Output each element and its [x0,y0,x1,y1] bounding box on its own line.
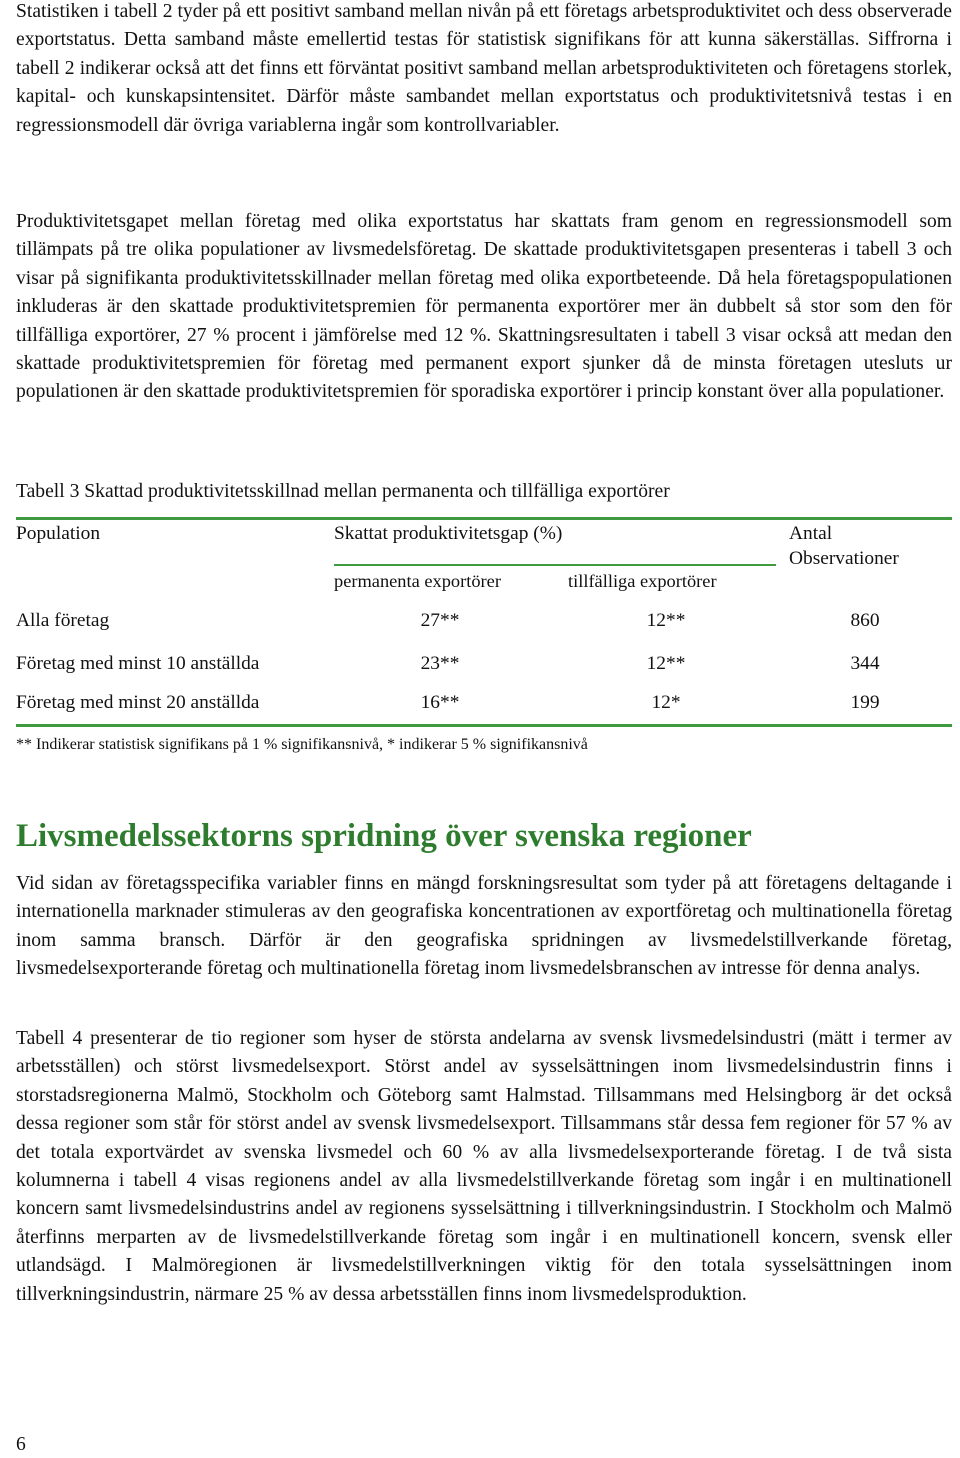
row-3-temporary: 12* [651,692,681,713]
table-footnote: ** Indikerar statistisk signifikans på 1 % signifikansnivå, * indikerar 5 % signifikansnivå [16,736,588,753]
row-1-count: 860 [850,610,880,631]
table-caption: Tabell 3 Skattad produktivitetsskillnad mellan permanenta och tillfälliga exportörer [16,481,670,502]
row-2-permanent: 23** [420,653,460,674]
row-3-population: Företag med minst 20 anställda [16,692,260,713]
paragraph-table-4: Tabell 4 presenterar de tio regioner som hyser de största andelarna av svensk livsmedelsindustri (mätt i termer av arbetsställen) och störst livsmedelsexport. Störst andel av sysselsättningen inom livsmedelsindustrin finns i storstadsregionerna Malmö, Stockholm och Göteborg samt Halmstad. Tillsammans med Helsingborg är det också dessa regioner som står för störst andel av svensk livsmedelsexport. Tillsammans står dessa fem regioner för 57 % av det totala exportvärdet av svenska livsmedel och 60 % av alla livsmedelsexporterande företag. I de två sista kolumnerna i tabell 4 visas regionens andel av alla livsmedelstillverkande företag som ingår i en multinationell koncern samt livsmedelsindustrins andel av regionens sysselsättning i tillverkningsindustrin. I Stockholm och Malmö återfinns merparten av de livsmedelstillverkande företag som ingår i en multinationell koncern, svensk eller utlandsägd. I Malmöregionen är livsmedelstillverkningen viktig för den totala sysselsättningen inom tillverkningsindustrin, närmare 25 % av dessa arbetsställen finns inom livsmedelsproduktion. [16,1028,952,1305]
row-1-permanent: 27** [420,610,460,631]
header-productivity-gap: Skattat produktivitetsgap (%) [334,523,563,544]
header-count-line2: Observationer [789,548,899,569]
row-2-temporary: 12** [646,653,686,674]
header-count-line1: Antal [789,523,833,544]
row-3-permanent: 16** [420,692,460,713]
row-1-temporary: 12** [646,610,686,631]
row-1-population: Alla företag [16,610,110,631]
header-permanent-exporters: permanenta exportörer [334,571,501,591]
page-number: 6 [16,1434,26,1455]
section-heading: Livsmedelssektorns spridning över svenska regioner [16,818,752,854]
paragraph-geographic-concentration: Vid sidan av företagsspecifika variabler finns en mängd forskningsresultat som tyder på att företagens deltagande i internationella marknader stimuleras av den geografiska koncentrationen av exportföretag och multinationella företag inom samma bransch. Därför är den geografiska spridningen av livsmedelstillverkande företag, livsmedelsexporterande företag och multinationella företag inom livsmedelsbranschen av intresse för denna analys. [16,873,952,980]
header-population: Population [16,523,101,544]
paragraph-statistics: Statistiken i tabell 2 tyder på ett positivt samband mellan nivån på ett företags arbetsproduktivitet och dess observerade exportstatus. Detta samband måste emellertid testas för statistisk signifikans för att kunna säkerställas. Siffrorna i tabell 2 indikerar också att det finns ett förväntat positivt samband mellan arbetsproduktiviteten och företagens storlek, kapital- och kunskapsintensitet. Därför måste sambandet mellan exportstatus och produktivitetsnivå testas i en regressionsmodell där övriga variablerna ingår som kontrollvariabler. [16,1,952,136]
table-top-rule [16,517,952,520]
paragraph-productivity-gap: Produktivitetsgapet mellan företag med olika exportstatus har skattats fram genom en regressionsmodell som tillämpats på tre olika populationer av livsmedelsföretag. De skattade produktivitetsgapen presenteras i tabell 3 och visar på signifikanta produktivitetsskillnader mellan företag med olika exportbeteende. Då hela företagspopulationen inkluderas är den skattade produktivitetspremien för permanenta exportörer mer än dubbelt så stor som den för tillfälliga exportörer, 27 % procent i jämförelse med 12 %. Skattningsresultaten i tabell 3 visar också att medan den skattade produktivitetspremien för företag med permanent export sjunker då de minsta företagen utesluts ur populationen är den skattade produktivitetspremien för sporadiska exportörer i princip konstant över alla populationer. [16,211,952,403]
row-3-count: 199 [850,692,880,713]
header-temporary-exporters: tillfälliga exportörer [568,571,717,591]
row-2-count: 344 [850,653,880,674]
table-bottom-rule [16,724,952,727]
header-subrule [334,564,776,566]
row-2-population: Företag med minst 10 anställda [16,653,260,674]
